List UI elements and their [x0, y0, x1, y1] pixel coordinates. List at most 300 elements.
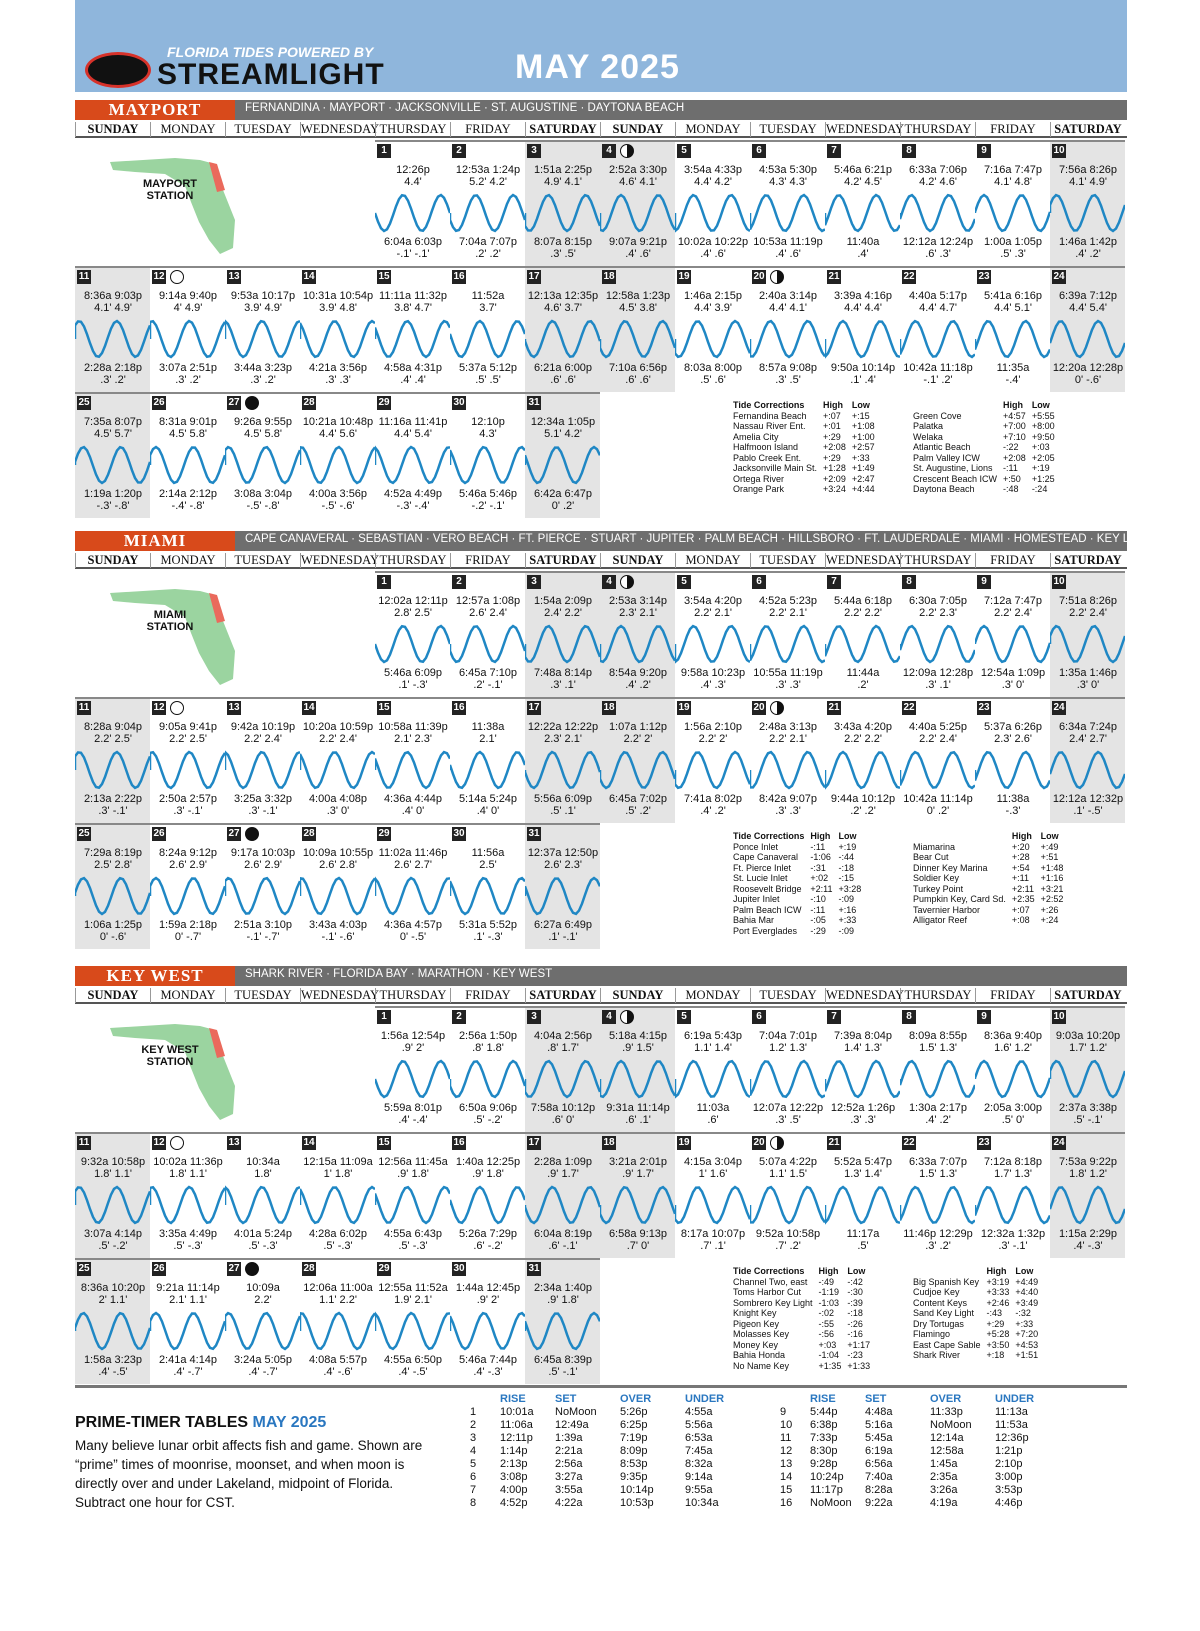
day-number: 14	[303, 1137, 315, 1148]
high-tides: 1:56a 12:54p	[380, 1030, 446, 1042]
corr-row: Sand Key Light -:43 -:32	[913, 1308, 1031, 1318]
day-cell	[600, 1132, 675, 1258]
high-tides: 2:48a 3:13p	[758, 721, 818, 733]
tide-wave	[75, 1308, 150, 1354]
low-heights: .3' .2'	[100, 374, 126, 386]
high-tides: 8:36a 10:20p	[80, 1282, 146, 1294]
high-tides: 9:05a 9:41p	[158, 721, 218, 733]
high-heights: 1.7' 1.3'	[994, 1168, 1032, 1180]
low-heights: 0' .2'	[551, 500, 575, 512]
day-name: SATURDAY	[525, 553, 600, 568]
day-cell	[525, 1006, 600, 1132]
day-number: 19	[678, 271, 690, 282]
station-label: MIAMI STATION	[146, 609, 194, 633]
day-number: 7	[827, 144, 841, 158]
low-tides: 12:07a 12:22p	[752, 1102, 824, 1114]
high-tides: 9:53a 10:17p	[230, 290, 296, 302]
high-heights: 2.5'	[479, 859, 497, 871]
high-tides: 12:06a 11:00a	[303, 1282, 373, 1294]
tide-wave	[1050, 190, 1125, 236]
day-name: MONDAY	[150, 988, 225, 1003]
day-cell	[675, 571, 750, 697]
prime-cell: 8:28a	[865, 1484, 893, 1496]
tide-wave	[900, 316, 975, 362]
prime-col-head: RISE	[810, 1393, 836, 1405]
day-name: FRIDAY	[450, 553, 525, 568]
tide-wave	[375, 442, 450, 488]
tide-wave	[825, 1056, 900, 1102]
day-cell	[75, 1132, 150, 1258]
low-heights: .3' 0'	[1001, 679, 1025, 691]
station-map	[75, 140, 365, 266]
day-number: 27	[228, 828, 240, 839]
low-heights: .7' .1'	[700, 1240, 726, 1252]
high-heights: 4.4' 5.4'	[1069, 302, 1107, 314]
high-tides: 8:24a 9:12p	[158, 847, 218, 859]
day-number: 8	[902, 1010, 916, 1024]
day-cell	[675, 266, 750, 392]
high-tides: 12:26p	[396, 164, 430, 176]
tide-wave	[375, 1182, 450, 1228]
low-tides: 12:20a 12:28p	[1052, 362, 1124, 374]
low-tides: 9:58a 10:23p	[680, 667, 746, 679]
day-cell	[375, 697, 450, 823]
day-cell	[300, 1132, 375, 1258]
high-tides: 12:34a 1:05p	[530, 416, 596, 428]
low-heights: .5' -.1'	[1073, 1114, 1103, 1126]
corr-row: Atlantic Beach -:22 +:03	[913, 442, 1050, 452]
high-heights: 1.1' 1.5'	[769, 1168, 807, 1180]
day-cell	[75, 392, 150, 518]
tide-wave	[825, 621, 900, 667]
day-number: 7	[827, 575, 841, 589]
tide-wave	[525, 1056, 600, 1102]
low-tides: 6:45a 8:39p	[533, 1354, 593, 1366]
powered-by-text: FLORIDA TIDES POWERED BY	[167, 44, 374, 60]
tide-wave	[975, 1056, 1050, 1102]
high-tides: 12:15a 11:09a	[303, 1156, 373, 1168]
low-heights: -.1' -.1'	[396, 248, 430, 260]
day-number: 18	[603, 271, 615, 282]
low-heights: .5' -.2'	[98, 1240, 128, 1252]
prime-cell: 11:13a	[995, 1406, 1028, 1418]
page-header	[75, 0, 1127, 92]
low-heights: .1' -.5'	[1073, 805, 1103, 817]
high-heights: 2.2' 2'	[623, 733, 653, 745]
prime-cell: 1:39a	[555, 1432, 583, 1444]
prime-cell: 2:21a	[555, 1445, 583, 1457]
tide-wave	[150, 316, 225, 362]
tide-wave	[375, 316, 450, 362]
prime-cell: 7:33p	[810, 1432, 838, 1444]
low-heights: .3' .3'	[850, 1114, 876, 1126]
low-heights: .6' .3'	[925, 248, 951, 260]
high-heights: .9' 1.7'	[547, 1168, 579, 1180]
high-tides: 9:03a 10:20p	[1055, 1030, 1121, 1042]
moon-phase-icon	[170, 1136, 184, 1150]
day-number: 16	[453, 271, 465, 282]
tide-wave	[75, 873, 150, 919]
corr-row: Daytona Beach -:48 -:24	[913, 484, 1048, 494]
low-tides: 9:50a 10:14p	[830, 362, 896, 374]
high-tides: 4:53a 5:30p	[758, 164, 818, 176]
low-heights: .6'	[707, 1114, 719, 1126]
low-heights: .2' -.1'	[473, 679, 503, 691]
high-tides: 6:33a 7:07p	[908, 1156, 968, 1168]
high-tides: 7:12a 8:18p	[983, 1156, 1043, 1168]
day-cell	[300, 392, 375, 518]
high-heights: 4.4' 4.4'	[844, 302, 882, 314]
high-tides: 7:51a 8:26p	[1058, 595, 1118, 607]
moon-phase-icon	[245, 1262, 259, 1276]
high-heights: 4.1' 4.9'	[94, 302, 132, 314]
low-tides: 2:51a 3:10p	[233, 919, 293, 931]
low-tides: 12:32a 1:32p	[980, 1228, 1046, 1240]
high-heights: 4.9' 4.1'	[544, 176, 582, 188]
day-number: 28	[303, 397, 315, 408]
low-heights: -.2' -.1'	[471, 500, 505, 512]
prime-cell: 3:00p	[995, 1471, 1023, 1483]
prime-cell: 12:58a	[930, 1445, 964, 1457]
day-cell	[600, 140, 675, 266]
low-heights: .3' .5'	[775, 1114, 801, 1126]
high-tides: 2:28a 1:09p	[533, 1156, 593, 1168]
day-name: TUESDAY	[225, 122, 300, 137]
tide-wave	[600, 1056, 675, 1102]
prime-cell: 10:14p	[620, 1484, 654, 1496]
low-heights: .4' .3'	[700, 679, 726, 691]
high-heights: 2.2' 2.3'	[919, 607, 957, 619]
high-tides: 1:54a 2:09p	[533, 595, 593, 607]
tide-wave	[900, 747, 975, 793]
corr-row: Ortega River +2:09 +2:47	[733, 473, 875, 484]
tide-wave	[675, 747, 750, 793]
high-heights: .8' 1.8'	[472, 1042, 504, 1054]
tide-wave	[300, 747, 375, 793]
day-number: 15	[378, 1137, 390, 1148]
tide-wave	[825, 316, 900, 362]
day-number: 15	[378, 702, 390, 713]
tide-wave	[450, 621, 525, 667]
day-number: 1	[377, 144, 391, 158]
low-tides: 2:50a 2:57p	[158, 793, 218, 805]
low-tides: 4:28a 6:02p	[308, 1228, 368, 1240]
tide-wave	[975, 747, 1050, 793]
low-tides: 6:50a 9:06p	[458, 1102, 518, 1114]
day-number: 16	[453, 702, 465, 713]
low-heights: .3' .2'	[250, 374, 276, 386]
tide-wave	[75, 442, 150, 488]
prime-cell: 4:52p	[500, 1497, 528, 1509]
prime-col-head: SET	[555, 1393, 577, 1405]
prime-cell: NoMoon	[555, 1406, 597, 1418]
low-heights: -.3' -.8'	[96, 500, 130, 512]
day-number: 2	[452, 575, 466, 589]
day-name: WEDNESDAY	[826, 122, 905, 136]
day-cell	[825, 1132, 900, 1258]
low-heights: .6' .6'	[550, 374, 576, 386]
corr-row: Green Cove +4:57 +5:55	[913, 410, 1055, 421]
day-cell	[150, 1258, 225, 1384]
high-heights: 2.6' 2.3'	[544, 859, 582, 871]
high-tides: 3:39a 4:16p	[833, 290, 893, 302]
day-cell	[750, 571, 825, 697]
day-cell	[525, 1258, 600, 1384]
high-heights: 4.3'	[479, 428, 497, 440]
tide-wave	[450, 1308, 525, 1354]
high-heights: 5.1' 4.2'	[544, 428, 582, 440]
corr-row: Halfmoon Island +2:08 +2:57	[733, 442, 875, 452]
day-cell	[75, 266, 150, 392]
high-heights: 1.3' 1.4'	[844, 1168, 882, 1180]
day-cell	[900, 140, 975, 266]
day-cell	[375, 571, 450, 697]
prime-col-head: OVER	[620, 1393, 652, 1405]
day-cell	[600, 697, 675, 823]
high-heights: 2.2' 2.5'	[169, 733, 207, 745]
low-heights: .4' -.3'	[473, 1366, 503, 1378]
low-tides: 12:52a 1:26p	[830, 1102, 896, 1114]
prime-cell: 13	[780, 1458, 793, 1470]
tide-wave	[225, 442, 300, 488]
high-heights: 4.1' 4.8'	[994, 176, 1032, 188]
high-heights: 2' 1.1'	[98, 1294, 128, 1306]
prime-cell: 12:49a	[555, 1419, 589, 1431]
prime-cell: 6:56a	[865, 1458, 893, 1470]
high-heights: 2.2' 2.4'	[994, 607, 1032, 619]
day-cell	[450, 1258, 525, 1384]
tide-wave	[975, 316, 1050, 362]
high-heights: 2.2' 2.1'	[769, 733, 807, 745]
day-number: 30	[453, 397, 465, 408]
corr-row: Amelia City +:29 +1:00	[733, 431, 875, 442]
day-cell	[150, 697, 225, 823]
high-heights: 4.4'	[404, 176, 422, 188]
prime-cell: 11:33p	[930, 1406, 963, 1418]
low-tides: 7:10a 6:56p	[608, 362, 668, 374]
corr-row: Miamarina +:20 +:49	[913, 841, 1059, 852]
day-cell	[900, 571, 975, 697]
low-heights: .3' -.1'	[98, 805, 128, 817]
corr-row: St. Lucie Inlet +:02 -:15	[733, 873, 854, 883]
low-tides: 3:35a 4:49p	[158, 1228, 218, 1240]
high-heights: .9' 1.8'	[472, 1168, 504, 1180]
day-number: 30	[453, 828, 465, 839]
low-heights: .3' .3'	[775, 679, 801, 691]
section-name: MAYPORT	[75, 100, 235, 120]
high-heights: 2.8' 2.5'	[394, 607, 432, 619]
day-number: 26	[153, 1263, 165, 1274]
prime-cell: 5:26p	[620, 1406, 648, 1418]
prime-cell: 4:48a	[865, 1406, 893, 1418]
high-tides: 7:35a 8:07p	[83, 416, 143, 428]
high-tides: 12:02a 12:11p	[378, 595, 448, 607]
day-name: TUESDAY	[750, 122, 825, 137]
high-tides: 10:02a 11:36p	[153, 1156, 223, 1168]
low-tides: 7:04a 7:07p	[458, 236, 518, 248]
day-cell	[600, 571, 675, 697]
tide-wave	[750, 190, 825, 236]
high-tides: 8:36a 9:03p	[83, 290, 143, 302]
day-name: THURSDAY	[900, 553, 975, 568]
low-heights: -.1' -.7'	[246, 931, 280, 943]
prime-cell: 4:00p	[500, 1484, 528, 1496]
low-tides: 6:04a 6:03p	[383, 236, 443, 248]
moon-phase-icon	[170, 701, 184, 715]
prime-timer-section	[75, 1385, 1127, 1631]
tide-wave	[1050, 621, 1125, 667]
low-heights: .4' .4'	[400, 374, 426, 386]
station-label: MAYPORT STATION	[143, 178, 197, 202]
day-name: THURSDAY	[900, 988, 975, 1003]
high-tides: 8:31a 9:01p	[158, 416, 218, 428]
corr-row: Shark River +:18 +1:51	[913, 1350, 1039, 1360]
day-header-row	[75, 551, 1127, 569]
day-cell	[750, 266, 825, 392]
day-number: 4	[602, 1010, 616, 1024]
day-number: 12	[153, 702, 165, 713]
corr-row: Sombrero Key Light -1:03 -:39	[733, 1297, 863, 1308]
tide-wave	[450, 442, 525, 488]
tide-wave	[450, 316, 525, 362]
day-cell	[825, 571, 900, 697]
high-tides: 4:40a 5:25p	[908, 721, 968, 733]
streamlight-logo	[85, 52, 151, 88]
tide-wave	[675, 1056, 750, 1102]
day-cell	[450, 1006, 525, 1132]
prime-cell: 12:36p	[995, 1432, 1029, 1444]
tide-wave	[450, 873, 525, 919]
tide-wave	[900, 1182, 975, 1228]
day-number: 6	[752, 575, 766, 589]
tide-wave	[675, 621, 750, 667]
day-cell	[1050, 140, 1125, 266]
low-tides: 4:55a 6:43p	[383, 1228, 443, 1240]
prime-cell: 12	[780, 1445, 793, 1457]
low-heights: .6' -.2'	[473, 1240, 503, 1252]
day-number: 10	[1053, 1011, 1065, 1022]
tide-wave	[825, 747, 900, 793]
low-tides: 4:00a 4:08p	[308, 793, 368, 805]
prime-col-head: SET	[865, 1393, 887, 1405]
high-tides: 12:53a 1:24p	[455, 164, 521, 176]
day-number: 3	[527, 1010, 541, 1024]
low-tides: 1:00a 1:05p	[983, 236, 1043, 248]
day-cell	[900, 697, 975, 823]
day-name: SUNDAY	[600, 553, 675, 568]
corr-row: Jacksonville Main St. +1:28 +1:49	[733, 463, 875, 473]
low-tides: 1:35a 1:46p	[1058, 667, 1118, 679]
corr-row: Palm Beach ICW -:11 +:16	[733, 904, 857, 915]
day-number: 7	[827, 1010, 841, 1024]
high-tides: 7:04a 7:01p	[758, 1030, 818, 1042]
tide-wave	[225, 873, 300, 919]
low-tides: 5:46a 6:09p	[383, 667, 443, 679]
corr-row: Dry Tortugas +:29 +:33	[913, 1318, 1034, 1329]
day-number: 3	[527, 144, 541, 158]
high-tides: 7:29a 8:19p	[83, 847, 143, 859]
high-tides: 5:18a 4:15p	[608, 1030, 668, 1042]
day-number: 20	[753, 1137, 765, 1148]
high-heights: 4' 4.9'	[173, 302, 203, 314]
day-cell	[975, 1006, 1050, 1132]
low-heights: .3' 0'	[326, 805, 350, 817]
day-cell	[750, 697, 825, 823]
prime-cell: 2:56a	[555, 1458, 583, 1470]
low-tides: 7:58a 10:12p	[530, 1102, 596, 1114]
day-name: SATURDAY	[1050, 122, 1125, 137]
day-cell	[300, 266, 375, 392]
day-number: 10	[1053, 145, 1065, 156]
high-heights: 4.4' 5.6'	[319, 428, 357, 440]
high-heights: .9' 2'	[401, 1042, 425, 1054]
prime-cell: 10:34a	[685, 1497, 719, 1509]
tide-wave	[450, 747, 525, 793]
low-heights: -.3'	[1005, 805, 1021, 817]
day-number: 4	[602, 575, 616, 589]
low-heights: .3' .5'	[775, 374, 801, 386]
florida-map-icon	[105, 150, 255, 260]
day-number: 19	[678, 1137, 690, 1148]
high-tides: 12:13a 12:35p	[527, 290, 599, 302]
low-heights: .5' .5'	[475, 374, 501, 386]
corr-row: Knight Key -:02 -:18	[733, 1308, 863, 1318]
prime-cell: 3:53p	[995, 1484, 1023, 1496]
high-tides: 10:34a	[246, 1156, 280, 1168]
tide-wave	[600, 1182, 675, 1228]
high-heights: 4.2' 4.6'	[919, 176, 957, 188]
low-heights: .5' -.3'	[173, 1240, 203, 1252]
prime-cell: 1:14p	[500, 1445, 528, 1457]
high-heights: 5.2' 4.2'	[469, 176, 507, 188]
day-number: 24	[1053, 1137, 1065, 1148]
tide-wave	[75, 1182, 150, 1228]
tide-wave	[1050, 747, 1125, 793]
moon-phase-icon	[770, 1136, 784, 1150]
high-heights: 2.2' 2.4'	[319, 733, 357, 745]
day-number: 23	[978, 702, 990, 713]
day-cell	[975, 571, 1050, 697]
high-tides: 10:09a	[246, 1282, 280, 1294]
day-header-row	[75, 986, 1127, 1004]
low-tides: 11:17a	[846, 1228, 880, 1240]
tide-wave	[1050, 1182, 1125, 1228]
high-heights: 3.9' 4.8'	[319, 302, 357, 314]
high-tides: 3:54a 4:33p	[683, 164, 743, 176]
day-number: 31	[528, 1263, 540, 1274]
prime-cell: 9:35p	[620, 1471, 648, 1483]
low-heights: .6' .1'	[625, 1114, 651, 1126]
corr-row: Bahia Mar -:05 +:33	[733, 915, 857, 925]
high-heights: 3.8' 4.7'	[394, 302, 432, 314]
high-heights: 1.1' 2.2'	[319, 1294, 357, 1306]
tide-section-keywest: KEY WEST SHARK RIVER · FLORIDA BAY · MARATHON · KEY WEST SUNDAY MONDAY TUESDAY WEDNESDAY THURSDAY FRIDAY SATURDAY SUNDAY MONDAY TUESDAY WEDNESDAY THURSDAY FRIDAY SATURDAY KEY WEST STATION 1 1:56a 12:54p .9' 2' 5:59a 8:01p .4' -.4' 2 2:56a 1:50p .8' 1.8' 6:50a 9:06p .5' -.2' 3 4:04a 2:56p .8' 1.7' 7:58a 10:12p .6' 0' 4 5:18a 4:15p .9' 1.5' 9:31a 11:14p .6' .1' 5 6:19a 5:43p 1.1' 1.4' 11:03a .6' 6 7:04a 7:01p 1.2' 1.3' 12:07a 12:22p .3' .5' 7 7:39a 8:04p 1.4' 1.3' 12:52a 1:26p .3' .3' 8 8:09a 8:55p 1.5' 1.3' 1:30a 2:17p .4' .2' 9 8:36a 9:40p 1.6' 1.2' 2:05a 3:00p .5' 0' 10 9:03a 10:20p 1.7' 1.2' 2:37a 3:38p .5' -.1' 11 9:32a 10:58p 1.8' 1.1' 3:07a 4:14p .5' -.2' 12 10:02a 11:36p 1.8' 1.1' 3:35a 4:49p .5' -.3' 13 10:34a 1.8' 4:01a 5:24p .5' -.3' 14 12:15a 11:09a 1' 1.8' 4:28a 6:02p .5' -.3' 15 12:56a 11:45a .9' 1.8' 4:55a 6:43p .5' -.3' 16 1:40a 12:25p .9' 1.8' 5:26a 7:29p .6' -.2' 17 2:28a 1:09p .9' 1.7' 6:04a 8:19p .6' -.1' 18 3:21a 2:01p .9' 1.7' 6:58a 9:13p .7' 0' 19 4:15a 3:04p 1' 1.6' 8:17a 10:07p .7' .1' 20 5:07a 4:22p 1.1' 1.5' 9:52a 10:58p .7' .2' 21 5:52a 5:47p 1.3' 1.4' 11:17a .5' 22 6:33a 7:07p 1.5' 1.3' 11:46p 12:29p .3' .2' 23 7:12a 8:18p 1.7' 1.3' 12:32a 1:32p .3' -.1' 24 7:53a 9:22p 1.8' 1.2' 1:15a 2:29p .4' -.3' 25 8:36a 10:20p 2' 1.1' 1:58a 3:23p .4' -.5' 26 9:21a 11:14p 2.1' 1.1' 2:41a 4:14p .4' -.7' 27 10:09a 2.2' 3:24a 5:05p .4' -.7' 28 12:06a 11:00a 1.1' 2.2' 4:08a 5:57p .4' -.6' 29 12:55a 11:52a 1.9' 2.1' 4:55a 6:50p .4' -.5' 30 1:44a 12:45p .9' 2' 5:46a 7:44p .4' -.3' 31 2:34a 1:40p .9' 1.8' 6:45a 8:39p .5' -.1' Tide Corrections High Low Channel Two, east -:49 -:42 Toms Harbor Cut -1:19 -:30 Sombrero Key Light -1:03 -:39 Knight Key -:02 -:18 Pigeon Key -:55 -:26 Molasses Key -:56 -:16 Money Key +:03 +1:17 Bahia Honda -1:04 -:23 No Name Key +1:35 +1:33 High Low Big Spanish Key +3:19 +4:49 Cudjoe Key +3:33 +4:40 Content Keys +2:46 +3:49 Sand Key Light -:43 -:32 Dry Tortugas +:29 +:33 Flamingo +5:28 +7:20 East Cape Sable +3:50 +4:53 Shark River +:18 +1:51	[75, 966, 1127, 1386]
low-tides: 4:01a 5:24p	[233, 1228, 293, 1240]
brand-name: STREAMLIGHT	[157, 58, 385, 91]
tide-wave	[525, 1308, 600, 1354]
tide-wave	[600, 190, 675, 236]
high-heights: 1.7' 1.2'	[1069, 1042, 1107, 1054]
prime-cell: 6:38p	[810, 1419, 838, 1431]
day-number: 12	[153, 271, 165, 282]
low-tides: 3:08a 3:04p	[233, 488, 293, 500]
prime-cell: 10:01a	[500, 1406, 534, 1418]
high-heights: 4.5' 5.8'	[169, 428, 207, 440]
corr-title: Tide Corrections	[733, 831, 805, 841]
day-cell	[450, 392, 525, 518]
day-cell	[75, 823, 150, 949]
high-heights: 3.9' 4.9'	[244, 302, 282, 314]
